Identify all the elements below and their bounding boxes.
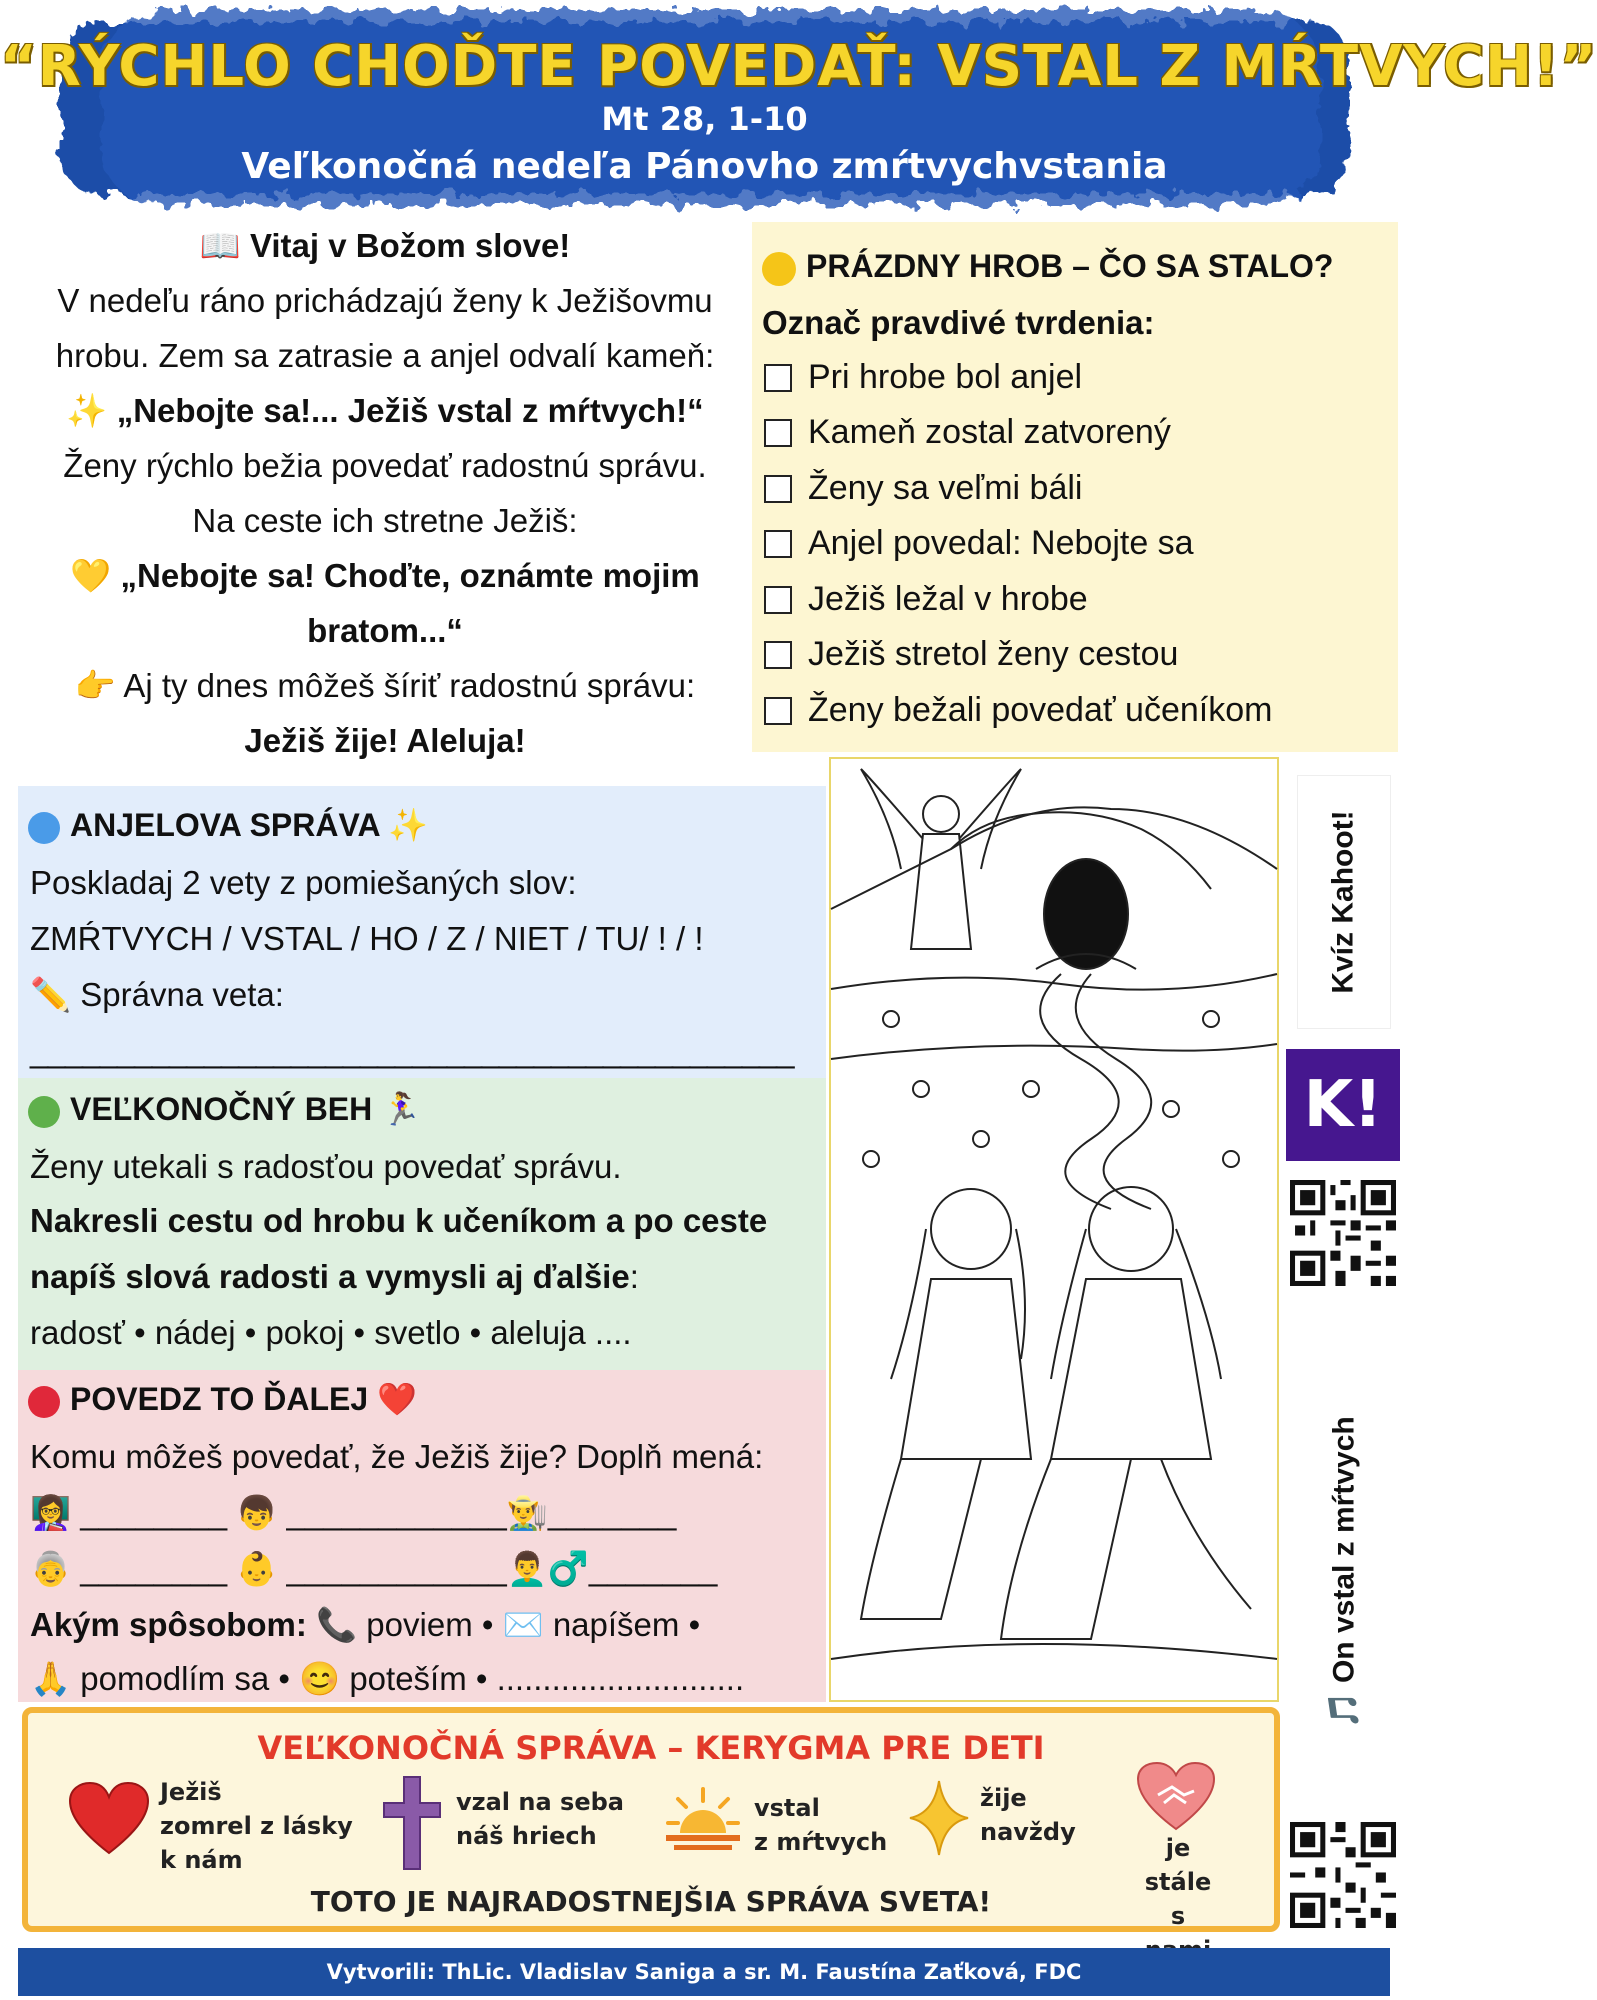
checkbox[interactable] <box>764 530 792 558</box>
statement-checkbox-row[interactable] <box>764 524 1194 563</box>
blue-dot-icon <box>28 812 60 844</box>
resurrection-coloring-picture <box>831 759 1277 1700</box>
checkbox[interactable] <box>764 475 792 503</box>
pencil-icon: ✏️ <box>30 976 72 1013</box>
sparkle-icon <box>908 1779 970 1857</box>
statement-label: Ježiš stretol ženy cestou <box>808 635 1179 673</box>
empty-tomb-title <box>762 248 1333 286</box>
song-label-text: 🎵 On vstal z mŕtvych <box>1327 1415 1361 1729</box>
statement-checkbox-row[interactable] <box>764 691 1272 730</box>
green-dot-icon <box>28 1096 60 1128</box>
easter-run-text: Ženy utekali s radosťou povedať správu. <box>30 1148 622 1185</box>
statement-checkbox-row[interactable] <box>764 413 1171 452</box>
song-qr-code[interactable] <box>1290 1822 1396 1928</box>
kahoot-logo[interactable]: K! <box>1286 1049 1400 1161</box>
ways-options-2: 🙏 pomodlím sa • 😊 poteším • ........................... <box>30 1660 745 1697</box>
kerygma-text: k nám <box>160 1846 243 1874</box>
pointing-hand-icon: 👉 <box>74 667 116 704</box>
statement-label: Anjel povedal: Nebojte sa <box>808 524 1194 562</box>
closing-acclamation: Ježiš žije! Aleluja! <box>244 722 526 759</box>
tell-others-title <box>28 1380 417 1418</box>
kerygma-item <box>754 1791 887 1859</box>
angel-message-title-text: ANJELOVA SPRÁVA <box>70 807 380 843</box>
intro-heading: Vitaj v Božom slove! <box>249 227 571 264</box>
kerygma-text: vzal na seba <box>456 1788 624 1816</box>
intro-text <box>20 218 750 768</box>
easter-run-title-text: VEĽKONOČNÝ BEH <box>70 1091 373 1127</box>
answer-label <box>30 976 284 1015</box>
song-label[interactable] <box>1298 1362 1390 1782</box>
checkbox[interactable] <box>764 586 792 614</box>
ways-options: 📞 poviem • ✉️ napíšem • <box>316 1606 701 1643</box>
intro-line: Na ceste ich stretne Ježiš: <box>192 502 578 539</box>
statement-label: Pri hrobe bol anjel <box>808 358 1083 396</box>
checkbox[interactable] <box>764 419 792 447</box>
easter-run-task-text: napíš slová radosti a vymysli aj ďalšie <box>30 1258 630 1295</box>
kahoot-qr-code[interactable] <box>1290 1180 1396 1286</box>
angel-message-title <box>28 806 428 844</box>
true-statements-instruction: Označ pravdivé tvrdenia: <box>762 304 1155 341</box>
kerygma-text: náš hriech <box>456 1822 597 1850</box>
kerygma-item <box>980 1781 1076 1849</box>
statement-checkbox-row[interactable] <box>764 358 1082 397</box>
angel-message-instruction: Poskladaj 2 vety z pomiešaných slov: <box>30 864 577 901</box>
page-title: “RÝCHLO CHOĎTE POVEDAŤ: VSTAL Z MŔTVYCH!” <box>0 34 1597 99</box>
intro-line: V nedeľu ráno prichádzajú ženy k Ježišovmu <box>57 282 713 319</box>
cross-icon <box>382 1775 442 1871</box>
yellow-dot-icon <box>762 252 796 286</box>
running-woman-icon: 🏃‍♀️ <box>381 1091 421 1127</box>
tell-others-question: Komu môžeš povedať, že Ježiš žije? Doplň mená: <box>30 1438 764 1475</box>
intro-line: hrobu. Zem sa zatrasie a anjel odvalí kameň: <box>55 337 715 374</box>
kerygma-text: Ježiš <box>160 1778 222 1806</box>
red-dot-icon <box>28 1386 60 1418</box>
kerygma-text: s <box>1170 1902 1186 1930</box>
statement-label: Ženy bežali povedať učeníkom <box>808 691 1273 729</box>
angel-quote: „Nebojte sa!... Ježiš vstal z mŕtvych!“ <box>116 392 704 429</box>
book-icon: 📖 <box>199 227 241 264</box>
scripture-reference: Mt 28, 1-10 <box>601 100 808 138</box>
sparkles-icon: ✨ <box>66 392 108 429</box>
kerygma-text: vstal <box>754 1794 820 1822</box>
kahoot-quiz-label-text: Kvíz Kahoot! <box>1327 810 1361 994</box>
checkbox[interactable] <box>764 364 792 392</box>
empty-tomb-panel <box>752 222 1398 752</box>
kerygma-text: navždy <box>980 1818 1076 1846</box>
jesus-quote-end: bratom...“ <box>307 612 463 649</box>
red-heart-icon: ❤️ <box>377 1381 417 1417</box>
call-to-action: Aj ty dnes môžeš šíriť radostnú správu: <box>123 667 696 704</box>
statement-label: Ženy sa veľmi báli <box>808 469 1083 507</box>
heart-icon <box>68 1781 150 1857</box>
checkbox[interactable] <box>764 641 792 669</box>
kerygma-item <box>456 1785 624 1853</box>
answer-line[interactable]: ____________________________________________ <box>30 1032 794 1069</box>
statement-label: Kameň zostal zatvorený <box>808 413 1171 451</box>
checkbox[interactable] <box>764 697 792 725</box>
kerygma-footer: TOTO JE NAJRADOSTNEJŠIA SPRÁVA SVETA! <box>310 1885 992 1918</box>
tell-others-title-text: POVEDZ TO ĎALEJ <box>70 1381 369 1417</box>
liturgical-occasion: Veľkonočná nedeľa Pánovho zmŕtvychvstania <box>241 146 1168 187</box>
names-row[interactable]: 👩‍🏫 ________ 👦 ____________👨‍🌾_______ <box>30 1494 677 1531</box>
angel-message-panel <box>18 786 826 1078</box>
kerygma-text: je stále <box>1144 1834 1212 1896</box>
ways-label: Akým spôsobom: <box>30 1606 307 1643</box>
easter-run-panel <box>18 1078 826 1370</box>
kerygma-text: z mŕtvych <box>754 1828 888 1856</box>
easter-run-title <box>28 1090 421 1128</box>
tell-others-panel <box>18 1370 826 1702</box>
empty-tomb-title-text: PRÁZDNY HROB – ČO SA STALO? <box>806 248 1334 284</box>
easter-run-task: Nakresli cestu od hrobu k učeníkom a po ceste <box>30 1202 768 1239</box>
joy-words: radosť • nádej • pokoj • svetlo • aleluja .... <box>30 1314 632 1351</box>
kahoot-quiz-label[interactable] <box>1298 776 1390 1028</box>
statement-checkbox-row[interactable] <box>764 469 1082 508</box>
colon: : <box>629 1258 639 1295</box>
answer-label-text: Správna veta: <box>80 976 284 1013</box>
kerygma-title: VEĽKONOČNÁ SPRÁVA – KERYGMA PRE DETI <box>257 1729 1045 1767</box>
scrambled-words: ZMŔTVYCH / VSTAL / HO / Z / NIET / TU/ ! / ! <box>30 920 704 957</box>
jesus-quote: „Nebojte sa! Choďte, oznámte mojim <box>120 557 700 594</box>
header-banner <box>0 0 1597 215</box>
kerygma-item <box>160 1775 353 1877</box>
credits-footer: Vytvorili: ThLic. Vladislav Saniga a sr. M. Faustína Zaťková, FDC <box>18 1948 1390 1996</box>
kerygma-text: zomrel z lásky <box>160 1812 353 1840</box>
easter-run-task-2 <box>30 1258 639 1296</box>
kerygma-text: žije <box>980 1784 1027 1812</box>
yellow-heart-icon: 💛 <box>70 557 112 594</box>
intro-line: Ženy rýchlo bežia povedať radostnú správu. <box>63 447 707 484</box>
handshake-heart-icon <box>1136 1761 1216 1831</box>
statement-checkbox-row[interactable] <box>764 635 1178 674</box>
statement-label: Ježiš ležal v hrobe <box>808 580 1088 618</box>
sunrise-icon <box>664 1785 742 1853</box>
kerygma-box <box>22 1707 1280 1932</box>
coloring-illustration <box>829 757 1279 1702</box>
names-row[interactable]: 👵 ________ 👶 ____________👨‍🦱♂️_______ <box>30 1550 718 1587</box>
statement-checkbox-row[interactable] <box>764 580 1088 619</box>
ways-row <box>30 1606 700 1645</box>
sparkles-icon: ✨ <box>388 807 429 843</box>
